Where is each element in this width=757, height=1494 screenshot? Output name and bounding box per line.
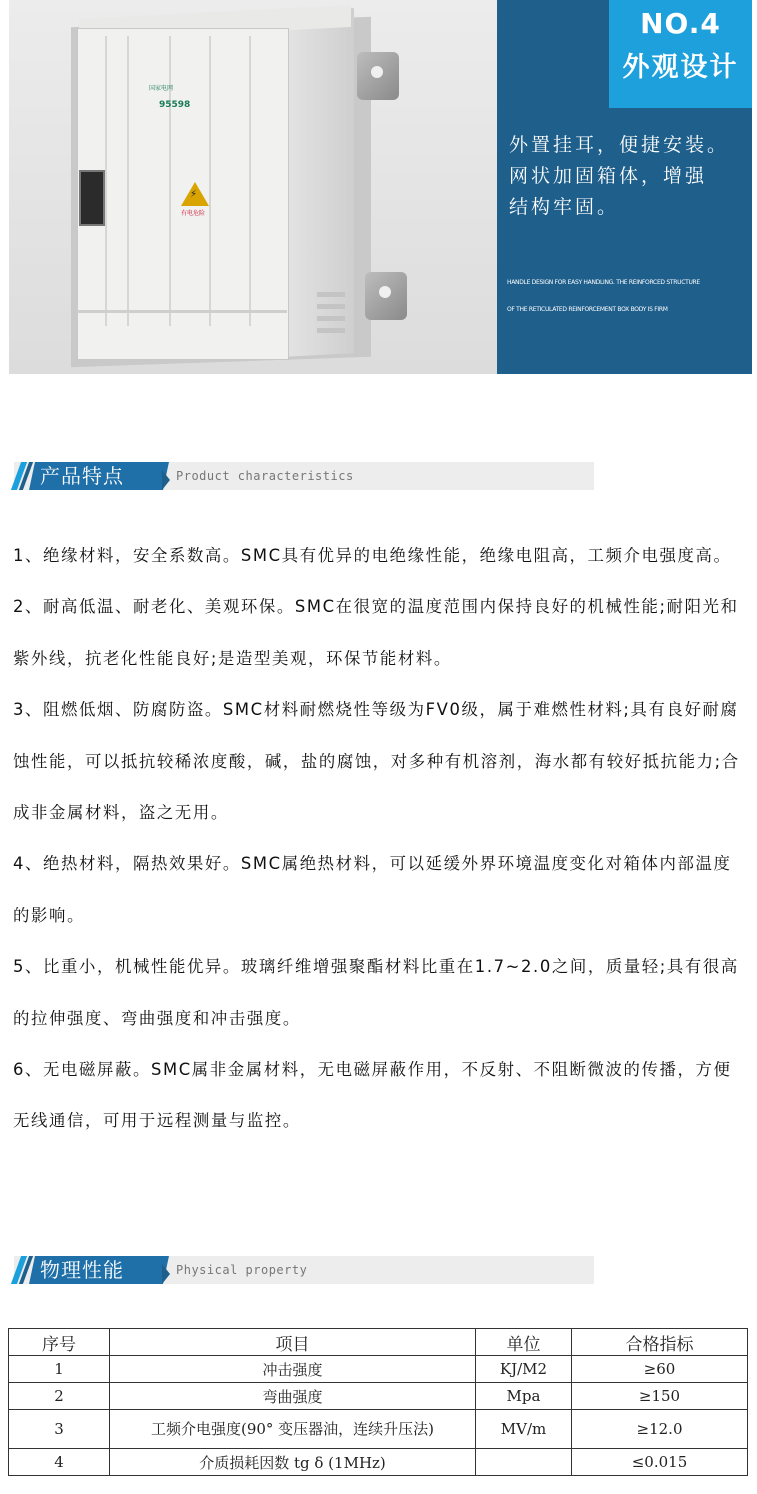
cell-spec: ≥150	[572, 1383, 748, 1410]
cabinet-vent	[317, 328, 345, 333]
col-header-no: 序号	[9, 1329, 110, 1356]
cell-no: 2	[9, 1383, 110, 1410]
cabinet-vent	[317, 292, 345, 297]
section-title-cn: 产品特点	[40, 464, 124, 488]
table-header-row	[9, 1329, 748, 1356]
cabinet-vent	[317, 304, 345, 309]
col-header-unit: 单位	[476, 1329, 572, 1356]
cell-spec: ≥12.0	[572, 1410, 748, 1449]
section-header-physical	[14, 1256, 594, 1284]
cell-unit: Mpa	[476, 1383, 572, 1410]
hero-english-line-1: HANDLE DESIGN FOR EASY HANDLING. THE REINFORCED STRUCTURE	[507, 279, 700, 286]
hero-banner	[9, 0, 752, 374]
cabinet-rib	[169, 36, 171, 326]
section-header-characteristics	[14, 462, 594, 490]
col-header-spec: 合格指标	[572, 1329, 748, 1356]
cell-spec: ≤0.015	[572, 1449, 748, 1476]
cell-item: 工频介电强度(90° 变压器油，连续升压法)	[110, 1410, 476, 1449]
col-header-item: 项目	[110, 1329, 476, 1356]
feature-item: 5、比重小，机械性能优异。玻璃纤维增强聚酯材料比重在1.7~2.0之间，质量轻;具有很高的拉伸强度、弯曲强度和冲击强度。	[13, 957, 739, 1028]
table-row	[9, 1449, 748, 1476]
cell-unit: MV/m	[476, 1410, 572, 1449]
badge-title: 外观设计	[622, 52, 739, 83]
cabinet-seam	[77, 310, 287, 313]
lightning-icon: ⚡	[190, 189, 198, 200]
section-title-cn: 物理性能	[40, 1258, 124, 1282]
hero-panel	[497, 0, 752, 374]
hero-description: 外置挂耳，便捷安装。 网状加固箱体，增强 结构牢固。	[509, 134, 730, 218]
property-table	[8, 1328, 748, 1476]
triangle-icon	[162, 470, 170, 490]
cell-unit	[476, 1449, 572, 1476]
section-title-en: Physical property	[176, 1263, 308, 1277]
cabinet-warning-text: 有电危险	[181, 210, 206, 217]
table-row	[9, 1356, 748, 1383]
triangle-icon	[162, 1264, 170, 1284]
cabinet-vent	[317, 316, 345, 321]
badge-number: NO.4	[640, 7, 721, 40]
table-row	[9, 1410, 748, 1449]
cell-no: 1	[9, 1356, 110, 1383]
cabinet-logo-text: 国家电网	[149, 85, 174, 92]
cell-unit: KJ/M2	[476, 1356, 572, 1383]
cell-no: 3	[9, 1410, 110, 1449]
cabinet-rib	[249, 36, 251, 326]
cell-item: 弯曲强度	[110, 1383, 476, 1410]
product-photo	[9, 0, 497, 374]
cell-no: 4	[9, 1449, 110, 1476]
cabinet-rib	[105, 36, 107, 326]
feature-item: 2、耐高低温、耐老化、美观环保。SMC在很宽的温度范围内保持良好的机械性能;耐阳光和紫外线，抗老化性能良好;是造型美观，环保节能材料。	[13, 597, 739, 668]
cell-spec: ≥60	[572, 1356, 748, 1383]
section-title-en: Product characteristics	[176, 469, 354, 483]
hero-english-line-2: OF THE RETICULATED REINFORCEMENT BOX BODY IS FIRM	[507, 306, 668, 313]
feature-item: 3、阻燃低烟、防腐防盗。SMC材料耐燃烧性等级为FV0级，属于难燃性材料;具有良好耐腐蚀性能，可以抵抗较稀浓度酸，碱，盐的腐蚀，对多种有机溶剂，海水都有较好抵抗能力;合成非金属材料，盗之无用。	[13, 700, 740, 823]
cell-item: 介质损耗因数 tg δ (1MHz)	[110, 1449, 476, 1476]
mounting-bracket	[365, 272, 407, 320]
cabinet-window	[79, 170, 105, 226]
feature-item: 6、无电磁屏蔽。SMC属非金属材料，无电磁屏蔽作用，不反射、不阻断微波的传播，方便无线通信，可用于远程测量与监控。	[13, 1060, 732, 1131]
cabinet-rib	[209, 36, 211, 326]
section-badge	[609, 0, 752, 108]
mounting-bracket	[357, 52, 399, 100]
feature-list	[13, 530, 749, 1147]
feature-item: 4、绝热材料，隔热效果好。SMC属绝热材料，可以延缓外界环境温度变化对箱体内部温度的影响。	[13, 854, 732, 925]
cell-item: 冲击强度	[110, 1356, 476, 1383]
feature-item: 1、绝缘材料，安全系数高。SMC具有优异的电绝缘性能，绝缘电阻高，工频介电强度高。	[13, 546, 732, 565]
cabinet-rib	[127, 36, 129, 326]
cabinet-number: 95598	[159, 100, 191, 110]
table-row	[9, 1383, 748, 1410]
